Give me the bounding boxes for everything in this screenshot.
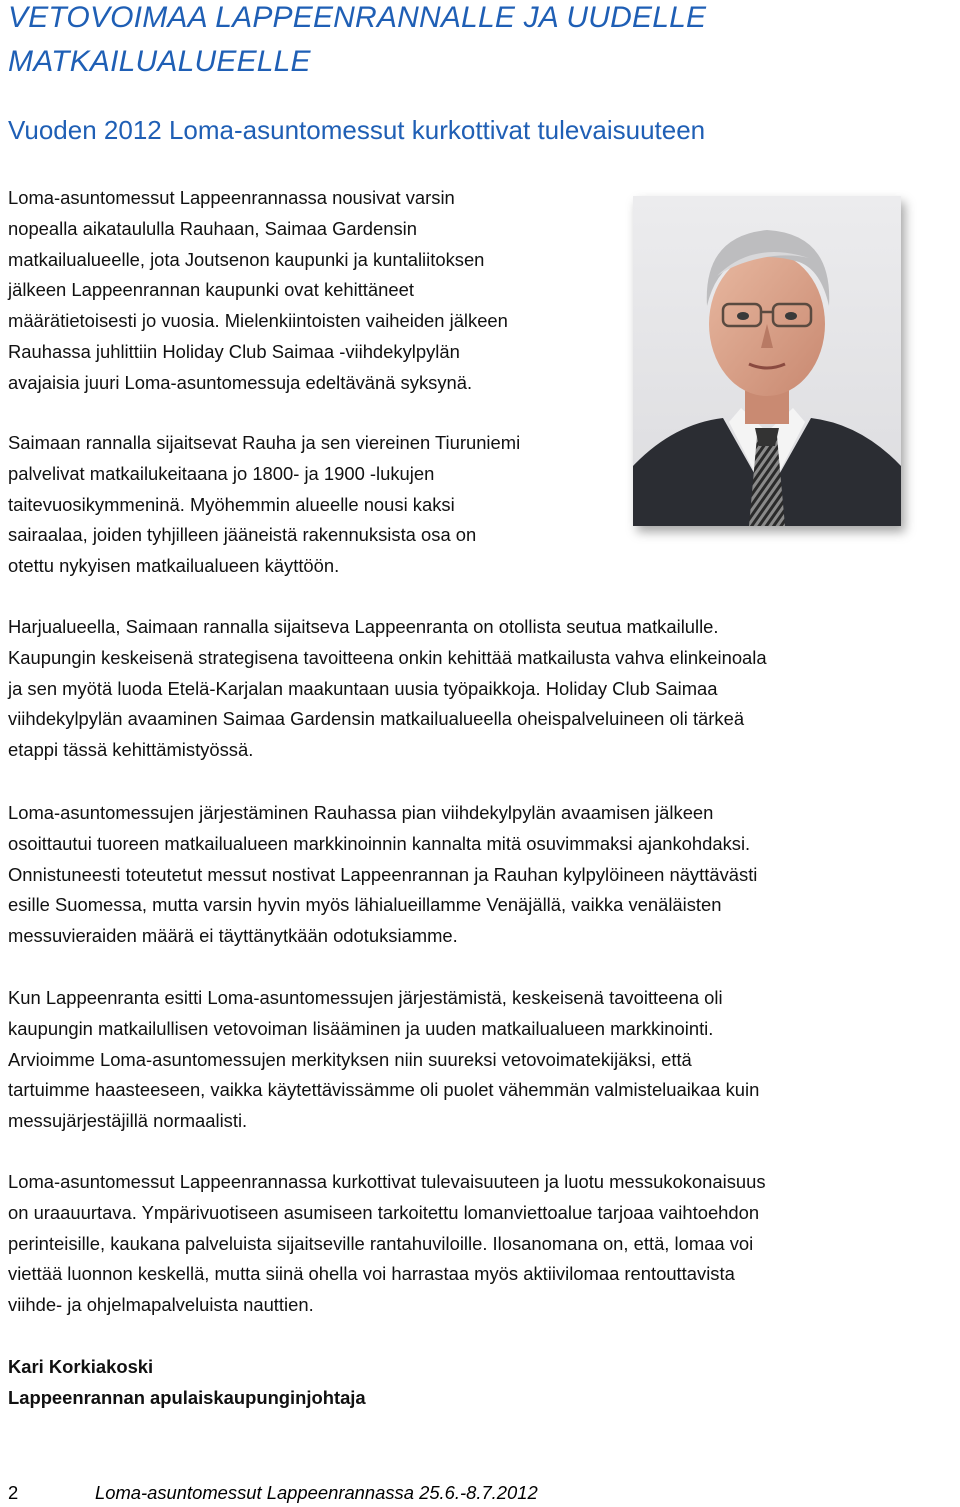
paragraph-line: taitevuosikymmeninä. Myöhemmin alueelle nousi kaksi (8, 493, 455, 515)
paragraph-line: viettää luonnon keskellä, mutta siinä ohella voi harrastaa myös aktiivilomaa rentouttavista (8, 1263, 735, 1285)
paragraph-line: kaupungin matkailullisen vetovoiman lisääminen ja uuden matkailualueen markkinointi. (8, 1017, 714, 1039)
paragraph-5 (8, 983, 759, 1137)
paragraph-line: osoittautui tuoreen matkailualueen markkinoinnin kannalta mitä osuvimmaksi ajankohdaksi. (8, 832, 751, 854)
signature-role: Lappeenrannan apulaiskaupunginjohtaja (8, 1386, 366, 1408)
paragraph-line: ja sen myötä luoda Etelä-Karjalan maakuntaan uusia työpaikkoja. Holiday Club Saimaa (8, 677, 718, 699)
paragraph-line: perinteisille, kaukana palveluista sijaitseville rantahuviloille. Ilosanomana on, että, lomaa voi (8, 1232, 754, 1254)
signature-name: Kari Korkiakoski (8, 1356, 154, 1377)
paragraph-line: Rauhassa juhlittiin Holiday Club Saimaa -viihdekylpylän (8, 340, 460, 362)
portrait-photo (633, 196, 901, 526)
paragraph-line: esille Suomessa, mutta varsin hyvin myös lähialueillamme Venäjällä, vaikka venäläisten (8, 894, 722, 916)
paragraph-line: Loma-asuntomessujen järjestäminen Rauhassa pian viihdekylpylän avaamisen jälkeen (8, 802, 714, 823)
paragraph-line: Kun Lappeenranta esitti Loma-asuntomessujen järjestämistä, keskeisenä tavoitteena oli (8, 987, 723, 1008)
paragraph-line: etappi tässä kehittämistyössä. (8, 739, 254, 761)
paragraph-line: viihde- ja ohjelmapalveluista nauttien. (8, 1294, 314, 1316)
paragraph-line: Loma-asuntomessut Lappeenrannassa nousivat varsin (8, 187, 455, 208)
paragraph-1 (8, 183, 508, 399)
paragraph-line: viihdekylpylän avaaminen Saimaa Gardensin matkailualueella oheispalveluineen oli tärkeä (8, 708, 745, 730)
paragraph-line: palvelivat matkailukeitaana jo 1800- ja 1900 -lukujen (8, 462, 435, 484)
paragraph-6 (8, 1167, 766, 1321)
title-line-2: MATKAILUALUEELLE (8, 45, 311, 78)
paragraph-line: sairaalaa, joiden tyhjilleen jääneistä rakennuksista osa on (8, 524, 477, 546)
paragraph-line: jälkeen Lappeenrannan kaupunki ovat kehittäneet (8, 279, 414, 301)
paragraph-line: Harjualueella, Saimaan rannalla sijaitseva Lappeenranta on otollista seutua matkailulle. (8, 616, 719, 637)
paragraph-line: Loma-asuntomessut Lappeenrannassa kurkottivat tulevaisuuteen ja luotu messukokonaisuus (8, 1171, 766, 1192)
page-title (8, 0, 948, 80)
paragraph-line: on uraauurtava. Ympärivuotiseen asumiseen tarkoitettu lomanviettoalue tarjoaa vaihtoehdon (8, 1201, 760, 1223)
portrait-image (633, 196, 901, 526)
paragraph-line: messuvieraiden määrä ei täyttänytkään odotuksiamme. (8, 925, 458, 947)
paragraph-2 (8, 428, 520, 582)
signature (8, 1352, 366, 1414)
paragraph-line: määrätietoisesti jo vuosia. Mielenkiintoisten vaiheiden jälkeen (8, 310, 508, 332)
page-subtitle: Vuoden 2012 Loma-asuntomessut kurkottivat tulevaisuuteen (8, 115, 706, 145)
paragraph-line: otettu nykyisen matkailualueen käyttöön. (8, 555, 340, 577)
paragraph-3 (8, 612, 767, 766)
paragraph-line: matkailualueelle, jota Joutsenon kaupunki ja kuntaliitoksen (8, 248, 485, 270)
paragraph-line: nopealla aikataululla Rauhaan, Saimaa Gardensin (8, 217, 417, 239)
paragraph-line: tartuimme haasteeseen, vaikka käytettävissämme oli puolet vähemmän valmisteluaikaa kuin (8, 1079, 760, 1101)
paragraph-line: messujärjestäjillä normaalisti. (8, 1110, 248, 1132)
footer-publication: Loma-asuntomessut Lappeenrannassa 25.6.-8.7.2012 (95, 1482, 538, 1503)
paragraph-line: Saimaan rannalla sijaitsevat Rauha ja sen viereinen Tiuruniemi (8, 432, 521, 453)
paragraph-line: Arvioimme Loma-asuntomessujen merkityksen niin suureksi vetovoimatekijäksi, että (8, 1048, 692, 1070)
page-number: 2 (8, 1482, 19, 1503)
paragraph-4 (8, 798, 757, 952)
paragraph-line: Onnistuneesti toteutetut messut nostivat Lappeenrannan ja Rauhan kylpylöineen näyttävästi (8, 863, 758, 885)
paragraph-line: Kaupungin keskeisenä strategisena tavoitteena onkin kehittää matkailusta vahva elinkeinoala (8, 646, 767, 668)
paragraph-line: avajaisia juuri Loma-asuntomessuja edeltävänä syksynä. (8, 371, 473, 393)
title-line-1: VETOVOIMAA LAPPEENRANNALLE JA UUDELLE (8, 1, 707, 34)
